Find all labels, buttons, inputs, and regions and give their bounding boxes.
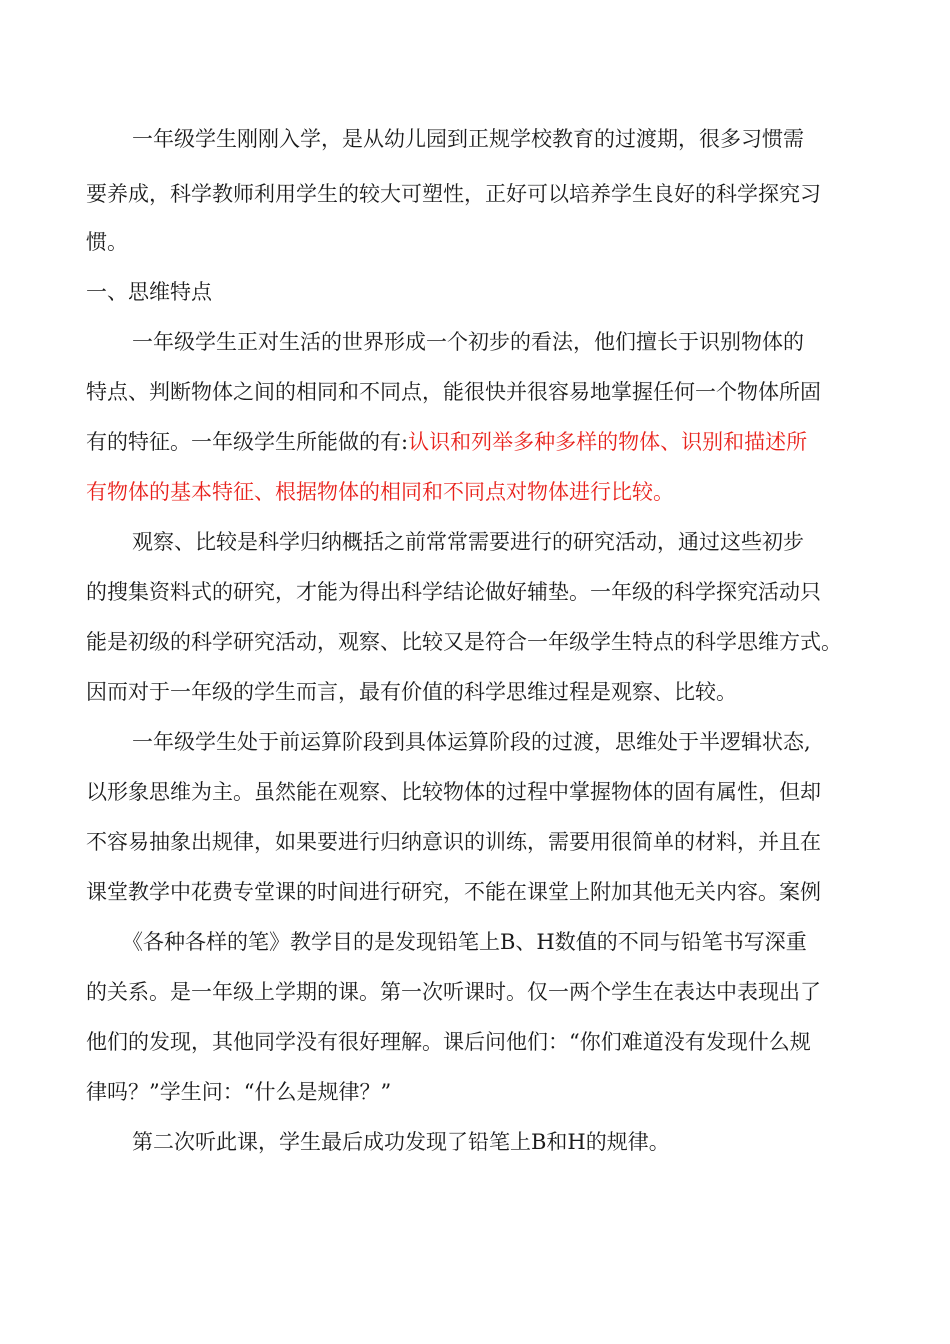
paragraph-line: 的关系。是一年级上学期的课。第一次听课时。仅一两个学生在表达中表现出了 bbox=[86, 980, 821, 1004]
paragraph-line: 课堂教学中花费专堂课的时间进行研究，不能在课堂上附加其他无关内容。案例 bbox=[86, 880, 821, 904]
highlighted-text: 认识和列举多种多样的物体、识别和描述所 bbox=[408, 430, 808, 454]
paragraph-line: 能是初级的科学研究活动，观察、比较又是符合一年级学生特点的科学思维方式。 bbox=[86, 630, 842, 654]
paragraph-line: 一年级学生处于前运算阶段到具体运算阶段的过渡，思维处于半逻辑状态, bbox=[132, 730, 811, 754]
highlighted-text: 有物体的基本特征、根据物体的相同和不同点对物体进行比较。 bbox=[86, 480, 674, 504]
paragraph-line: 第二次听此课，学生最后成功发现了铅笔上B和H的规律。 bbox=[132, 1130, 670, 1154]
section-heading: 一、思维特点 bbox=[86, 280, 212, 304]
paragraph-line: 以形象思维为主。虽然能在观察、比较物体的过程中掌握物体的固有属性，但却 bbox=[86, 780, 821, 804]
paragraph-line: 因而对于一年级的学生而言，最有价值的科学思维过程是观察、比较。 bbox=[86, 680, 737, 704]
line-text: 有的特征。一年级学生所能做的有: bbox=[86, 430, 409, 454]
paragraph-line: 一年级学生刚刚入学，是从幼儿园到正规学校教育的过渡期，很多习惯需 bbox=[132, 127, 804, 151]
paragraph-line: 要养成，科学教师利用学生的较大可塑性，正好可以培养学生良好的科学探究习 bbox=[86, 182, 821, 206]
paragraph-line: 的搜集资料式的研究，才能为得出科学结论做好辅垫。一年级的科学探究活动只 bbox=[86, 580, 821, 604]
paragraph-line bbox=[86, 428, 807, 456]
paragraph-line: 不容易抽象出规律，如果要进行归纳意识的训练，需要用很简单的材料，并且在 bbox=[86, 830, 821, 854]
paragraph-line: 观察、比较是科学归纳概括之前常常需要进行的研究活动，通过这些初步 bbox=[132, 530, 804, 554]
paragraph-line: 《各种各样的笔》教学目的是发现铅笔上B、H数值的不同与铅笔书写深重 bbox=[122, 930, 807, 954]
paragraph-line: 一年级学生正对生活的世界形成一个初步的看法，他们擅长于识别物体的 bbox=[132, 330, 804, 354]
paragraph-line: 特点、判断物体之间的相同和不同点，能很快并很容易地掌握任何一个物体所固 bbox=[86, 380, 821, 404]
paragraph-line: 惯。 bbox=[86, 230, 128, 254]
paragraph-line: 律吗？”学生问：“什么是规律？” bbox=[86, 1080, 392, 1104]
paragraph-line: 他们的发现，其他同学没有很好理解。课后问他们：“你们难道没有发现什么规 bbox=[86, 1030, 811, 1054]
